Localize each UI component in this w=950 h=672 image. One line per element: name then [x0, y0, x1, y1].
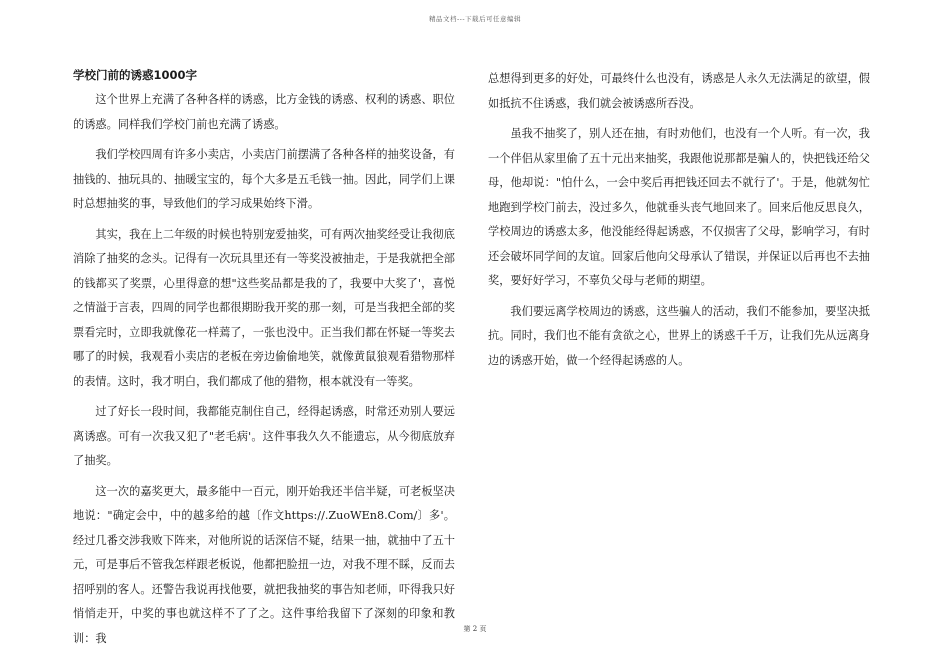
paragraph: 其实，我在上二年级的时候也特别宠爱抽奖，可有两次抽奖经受让我彻底消除了抽奖的念头。记得有一次玩具里还有一等奖没被抽走，于是我就把全部的钱都买了奖票，心里得意的想"这些奖品都是我的了，我要中大奖了'，喜悦之情溢于言表，四周的同学也都很期盼我开奖的那一刻，可是当我把全部的奖票看完时，立即我就像花一样蔫了，一张也没中。正当我们都在怀疑一等奖去哪了的时候，我观看小卖店的老板在旁边偷偷地笑，就像黄鼠狼观看猎物那样的表情。这时，我才明白，我们都成了他的猎物，根本就没有一等奖。	[73, 227, 455, 388]
paragraph: 虽我不抽奖了，别人还在抽，有时劝他们，也没有一个人听。有一次，我一个伴侣从家里偷了五十元出来抽奖，我跟他说那都是骗人的，快把钱还给父母，他却说："怕什么，一会中奖后再把钱还回去不就行了'。于是，他就匆忙地跑到学校门前去，没过多久，他就垂头丧气地回来了。回来后他反思良久，学校周边的诱惑太多，他没能经得起诱惑，不仅损害了父母，影响学习，有时还会破坏同学间的友谊。回家后他向父母承认了错误，并保证以后再也不去抽奖，要好好学习，不辜负父母与老师的期望。	[488, 127, 870, 287]
left-column	[73, 67, 455, 657]
paragraph: 这个世界上充满了各种各样的诱惑，比方金钱的诱惑、权利的诱惑、职位的诱惑。同样我们学校门前也充满了诱惑。	[73, 93, 455, 131]
paragraph-continued: 总想得到更多的好处，可最终什么也没有，诱惑是人永久无法满足的欲望，假如抵抗不住诱惑，我们就会被诱惑所吞没。	[488, 72, 870, 110]
paragraph: 这一次的嘉奖更大，最多能中一百元，刚开始我还半信半疑，可老板坚决地说："确定会中，中的越多给的越〔作文https://.ZuoWEn8.Com/〕多'。经过几番交涉我败下阵来，对他所说的话深信不疑，结果一抽，就抽中了五十元，可是事后不管我怎样跟老板说，他都把脸扭一边，对我不理不睬，反而去招呼别的客人。还警告我说再找他要，就把我抽奖的事告知老师，吓得我只好悄悄走开，中奖的事也就这样不了了之。这件事给我留下了深刻的印象和教训：我	[73, 484, 455, 645]
page-header: 精品文档---下载后可任意编辑	[428, 15, 522, 23]
page-number: 第 2 页	[463, 625, 487, 633]
article-title: 学校门前的诱惑1000字	[73, 68, 198, 82]
paragraph: 我们学校四周有许多小卖店，小卖店门前摆满了各种各样的抽奖设备，有抽钱的、抽玩具的、抽暖宝宝的，每个大多是五毛钱一抽。因此，同学们上课时总想抽奖的事，导致他们的学习成果始终下滑。	[73, 148, 455, 210]
paragraph: 过了好长一段时间，我都能克制住自己，经得起诱惑，时常还劝别人要远离诱惑。可有一次我又犯了"老毛病'。这件事我久久不能遗忘，从今彻底放弃了抽奖。	[73, 405, 455, 467]
paragraph: 我们要远离学校周边的诱惑，这些骗人的活动，我们不能参加，要坚决抵抗。同时，我们也不能有贪欲之心，世界上的诱惑千千万，让我们先从远离身边的诱惑开始，做一个经得起诱惑的人。	[488, 304, 870, 367]
right-column	[488, 67, 870, 379]
